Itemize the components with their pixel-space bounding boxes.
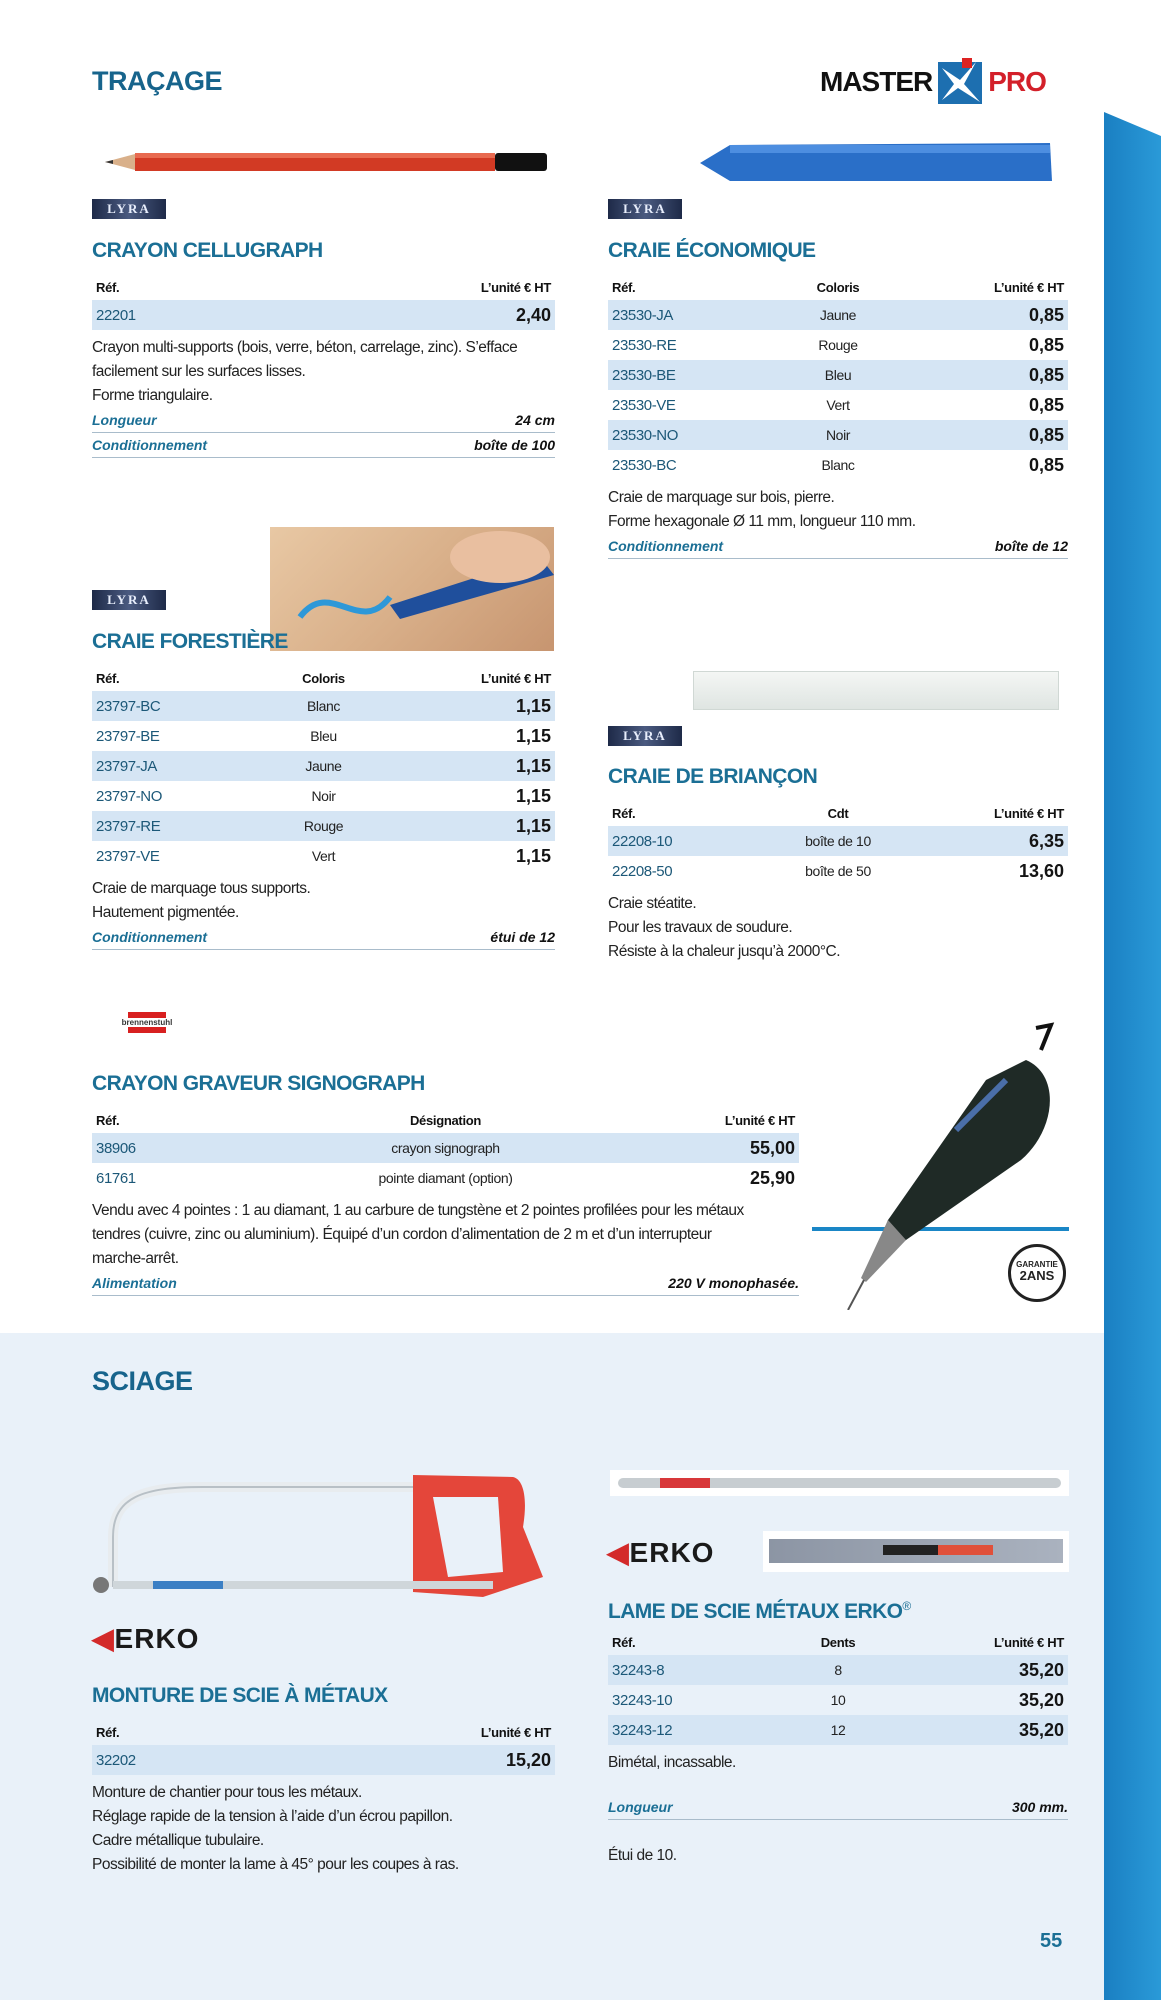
table-row [608,1715,1068,1745]
product-monture [92,1681,555,1877]
table-row [92,1163,799,1193]
price-cell: 1,15 [515,845,552,866]
price-cell: 35,20 [1018,1659,1065,1680]
column-header: L’unité € HT [993,279,1065,295]
table-row [608,856,1068,886]
description-line: facilement sur les surfaces lisses. [92,363,306,380]
price-cell: 1,15 [515,755,552,776]
product-craie-economique [608,236,1068,559]
product-title-text: LAME DE SCIE MÉTAUX ERKO [608,1600,903,1623]
price-cell: 2,40 [515,304,551,325]
description-line: Bimétal, incassable. [608,1754,736,1771]
spec-row [92,408,555,433]
saw-blade-image [610,1470,1069,1496]
ref-cell: 22201 [96,306,136,324]
product-description [92,877,555,925]
description-line: Pour les travaux de soudure. [608,919,793,936]
ref-cell: 23797-JA [96,757,158,775]
price-cell: 13,60 [1018,860,1065,881]
value-cell: Rouge [818,337,858,353]
spec-list [92,408,555,458]
table-header-row [608,800,1068,826]
price-cell: 35,20 [1018,1689,1065,1710]
price-cell: 1,15 [515,785,552,806]
price-cell: 25,90 [749,1167,795,1188]
ref-cell: 23797-NO [96,787,163,805]
registered-mark: ® [902,1599,911,1613]
column-header: Réf. [612,1634,636,1650]
spec-label: Conditionnement [608,538,724,554]
ref-cell: 61761 [96,1169,136,1187]
section-title-tracage: TRAÇAGE [92,66,222,96]
price-cell: 1,15 [515,815,552,836]
spec-label: Conditionnement [92,929,208,945]
spec-label: Longueur [92,412,157,428]
table-row [608,1655,1068,1685]
ref-cell: 23797-RE [96,817,161,835]
description-line: Cadre métallique tubulaire. [92,1832,264,1849]
value-cell: Bleu [824,367,852,383]
table-row [92,1745,555,1775]
price-cell: 0,85 [1028,364,1065,385]
description-line: tendres (cuivre, zinc ou aluminium). Équipé d’un cordon d’alimentation de 2 m et d’un interrupteur [92,1226,712,1243]
lyra-logo: LYRA [92,199,166,219]
masterpro-logo [820,58,1046,106]
spec-value: boîte de 100 [474,437,555,453]
product-description [92,336,555,408]
description-line: Forme hexagonale Ø 11 mm, longueur 110 mm. [608,513,916,530]
table-row [92,1133,799,1163]
lyra-logo: LYRA [608,726,682,746]
ref-cell: 32243-10 [612,1691,673,1709]
column-header: Réf. [612,805,636,821]
erko-mark-icon: ◀ [92,1623,115,1654]
price-table [92,274,555,330]
table-row [92,300,555,330]
spec-value: 24 cm [515,412,555,428]
product-craie-briancon [608,762,1068,964]
description-line: Forme triangulaire. [92,387,213,404]
value-cell: boîte de 50 [805,863,871,879]
product-title [608,1591,1068,1621]
price-cell: 55,00 [749,1137,795,1158]
table-row [608,420,1068,450]
ref-cell: 23530-BC [612,456,677,474]
ref-cell: 23530-JA [612,306,674,324]
spec-list [92,925,555,950]
product-description [92,1199,799,1271]
product-title: CRAYON CELLUGRAPH [92,239,323,262]
ref-cell: 23530-RE [612,336,677,354]
spec-row [92,1271,799,1296]
section-title-sciage: SCIAGE [92,1366,193,1396]
table-row [608,330,1068,360]
product-description [608,1751,1068,1775]
table-header-row [92,665,555,691]
page-number: 55 [1040,1930,1063,1952]
price-cell: 1,15 [515,725,552,746]
table-header-row [608,274,1068,300]
price-cell: 15,20 [505,1749,551,1770]
price-cell: 0,85 [1028,334,1065,355]
table-row [92,721,555,751]
value-cell: 8 [834,1662,842,1678]
erko-logo [607,1536,714,1569]
price-table [608,274,1068,480]
column-header: Réf. [612,279,636,295]
description-line: Crayon multi-supports (bois, verre, béton, carrelage, zinc). S’efface [92,339,518,356]
value-cell: Noir [311,788,336,804]
spec-label: Longueur [608,1799,673,1815]
red-pencil-image [105,148,550,176]
logo-pro-text: PRO [988,66,1046,97]
spec-list [92,1271,799,1296]
erko-mark-icon: ◀ [607,1537,630,1568]
description-line: Vendu avec 4 pointes : 1 au diamant, 1 au carbure de tungstène et 2 pointes profilées pour les métaux [92,1202,744,1219]
badge-line2: 2ANS [1019,1268,1055,1283]
value-cell: 12 [830,1722,846,1738]
ref-cell: 32243-8 [612,1661,665,1679]
description-line: Résiste à la chaleur jusqu’à 2000°C. [608,943,841,960]
price-table [608,1629,1068,1745]
value-cell: boîte de 10 [805,833,871,849]
product-title: CRAYON GRAVEUR SIGNOGRAPH [92,1072,425,1095]
ref-cell: 32202 [96,1751,136,1769]
column-header: L’unité € HT [480,1724,551,1740]
column-header: Réf. [96,1724,120,1740]
spec-row [92,433,555,458]
blade-pack-image [763,1531,1069,1572]
price-cell: 0,85 [1028,304,1065,325]
value-cell: pointe diamant (option) [378,1170,513,1186]
description-line: Craie de marquage sur bois, pierre. [608,489,835,506]
spec-row [92,925,555,950]
value-cell: crayon signograph [391,1140,500,1156]
price-cell: 35,20 [1018,1719,1065,1740]
product-title: CRAIE DE BRIANÇON [608,765,818,788]
description-line: Monture de chantier pour tous les métaux. [92,1784,362,1801]
spec-value: étui de 12 [490,929,555,945]
product-lame-scie [608,1591,1068,1868]
product-signograph [92,1069,799,1296]
erko-logo [92,1622,199,1655]
value-cell: Vert [826,397,850,413]
table-header-row [92,1107,799,1133]
column-header: Coloris [816,279,860,295]
product-craie-forestiere [92,627,555,950]
spec-value: 220 V monophasée. [668,1275,799,1291]
price-cell: 0,85 [1028,454,1065,475]
column-header: Dents [820,1634,856,1650]
ref-cell: 32243-12 [612,1721,673,1739]
column-header: L’unité € HT [993,805,1065,821]
spec-list [608,1795,1068,1820]
column-header: Cdt [827,805,849,821]
product-title: MONTURE DE SCIE À MÉTAUX [92,1684,388,1707]
price-cell: 0,85 [1028,394,1065,415]
value-cell: Blanc [821,457,855,473]
value-cell: Jaune [305,758,342,774]
ref-cell: 23530-BE [612,366,676,384]
table-row [608,1685,1068,1715]
price-cell: 6,35 [1028,830,1065,851]
lyra-logo: LYRA [608,199,682,219]
value-cell: Bleu [310,728,337,744]
price-cell: 1,15 [515,695,552,716]
column-header: Coloris [302,670,345,686]
description-line: marche-arrêt. [92,1250,179,1267]
product-description [608,486,1068,534]
column-header: L’unité € HT [993,1634,1065,1650]
column-header: Réf. [96,670,120,686]
value-cell: Noir [825,427,851,443]
price-table [92,665,555,871]
table-row [92,751,555,781]
price-cell: 0,85 [1028,424,1065,445]
ref-cell: 23530-VE [612,396,676,414]
table-header-row [92,274,555,300]
logo-master-text: MASTER [820,66,933,97]
description-line: Craie de marquage tous supports. [92,880,311,897]
value-cell: Rouge [303,818,344,834]
ref-cell: 23797-BE [96,727,160,745]
badge-line1: GARANTIE [1016,1260,1058,1269]
lyra-logo: LYRA [92,590,166,610]
hacksaw-frame-image [83,1467,553,1617]
brennenstuhl-text: brennenstuhl [121,1018,173,1027]
value-cell: Vert [311,848,336,864]
warranty-badge [1008,1244,1066,1302]
ref-cell: 38906 [96,1139,136,1157]
spec-row [608,1795,1068,1820]
table-header-row [92,1719,555,1745]
spec-label: Alimentation [92,1275,177,1291]
table-header-row [608,1629,1068,1655]
description-line: Possibilité de monter la lame à 45° pour les coupes à ras. [92,1856,459,1873]
column-header: L’unité € HT [724,1112,795,1128]
value-cell: Jaune [819,307,857,323]
table-row [608,360,1068,390]
table-row [92,811,555,841]
ref-cell: 22208-50 [612,862,673,880]
product-description [92,1781,555,1877]
product-title: CRAIE ÉCONOMIQUE [608,239,816,262]
price-table [92,1719,555,1775]
spec-row [608,534,1068,559]
erko-text: ERKO [629,1537,715,1568]
table-row [608,450,1068,480]
white-chalk-image [693,671,1059,710]
description-line: Hautement pigmentée. [92,904,239,921]
price-table [608,800,1068,886]
column-header: Réf. [96,1112,120,1128]
table-row [92,841,555,871]
star-logo-icon [936,58,984,106]
blue-chalk-image [700,141,1055,183]
value-cell: 10 [830,1692,846,1708]
ref-cell: 23530-NO [612,426,679,444]
spec-value: boîte de 12 [994,538,1068,554]
column-header: Désignation [409,1112,482,1128]
ref-cell: 22208-10 [612,832,673,850]
value-cell: Blanc [306,698,341,714]
column-header: Réf. [96,279,120,295]
column-header: L’unité € HT [480,279,551,295]
brennenstuhl-logo [102,1012,192,1033]
table-row [608,300,1068,330]
table-row [608,390,1068,420]
description-line: Craie stéatite. [608,895,697,912]
description-line: Réglage rapide de la tension à l’aide d’un écrou papillon. [92,1808,453,1825]
price-table [92,1107,799,1193]
product-title: CRAIE FORESTIÈRE [92,630,288,653]
table-row [92,781,555,811]
spec-list [608,534,1068,559]
product-cellugraph [92,236,555,458]
side-stripe [1104,112,1161,2000]
spec-value: 300 mm. [1011,1799,1068,1815]
packaging-note: Étui de 10. [608,1847,677,1864]
spec-label: Conditionnement [92,437,208,453]
product-description [608,892,1068,964]
table-row [92,691,555,721]
table-row [608,826,1068,856]
erko-text: ERKO [114,1623,200,1654]
ref-cell: 23797-VE [96,847,160,865]
column-header: L’unité € HT [480,670,552,686]
ref-cell: 23797-BC [96,697,161,715]
